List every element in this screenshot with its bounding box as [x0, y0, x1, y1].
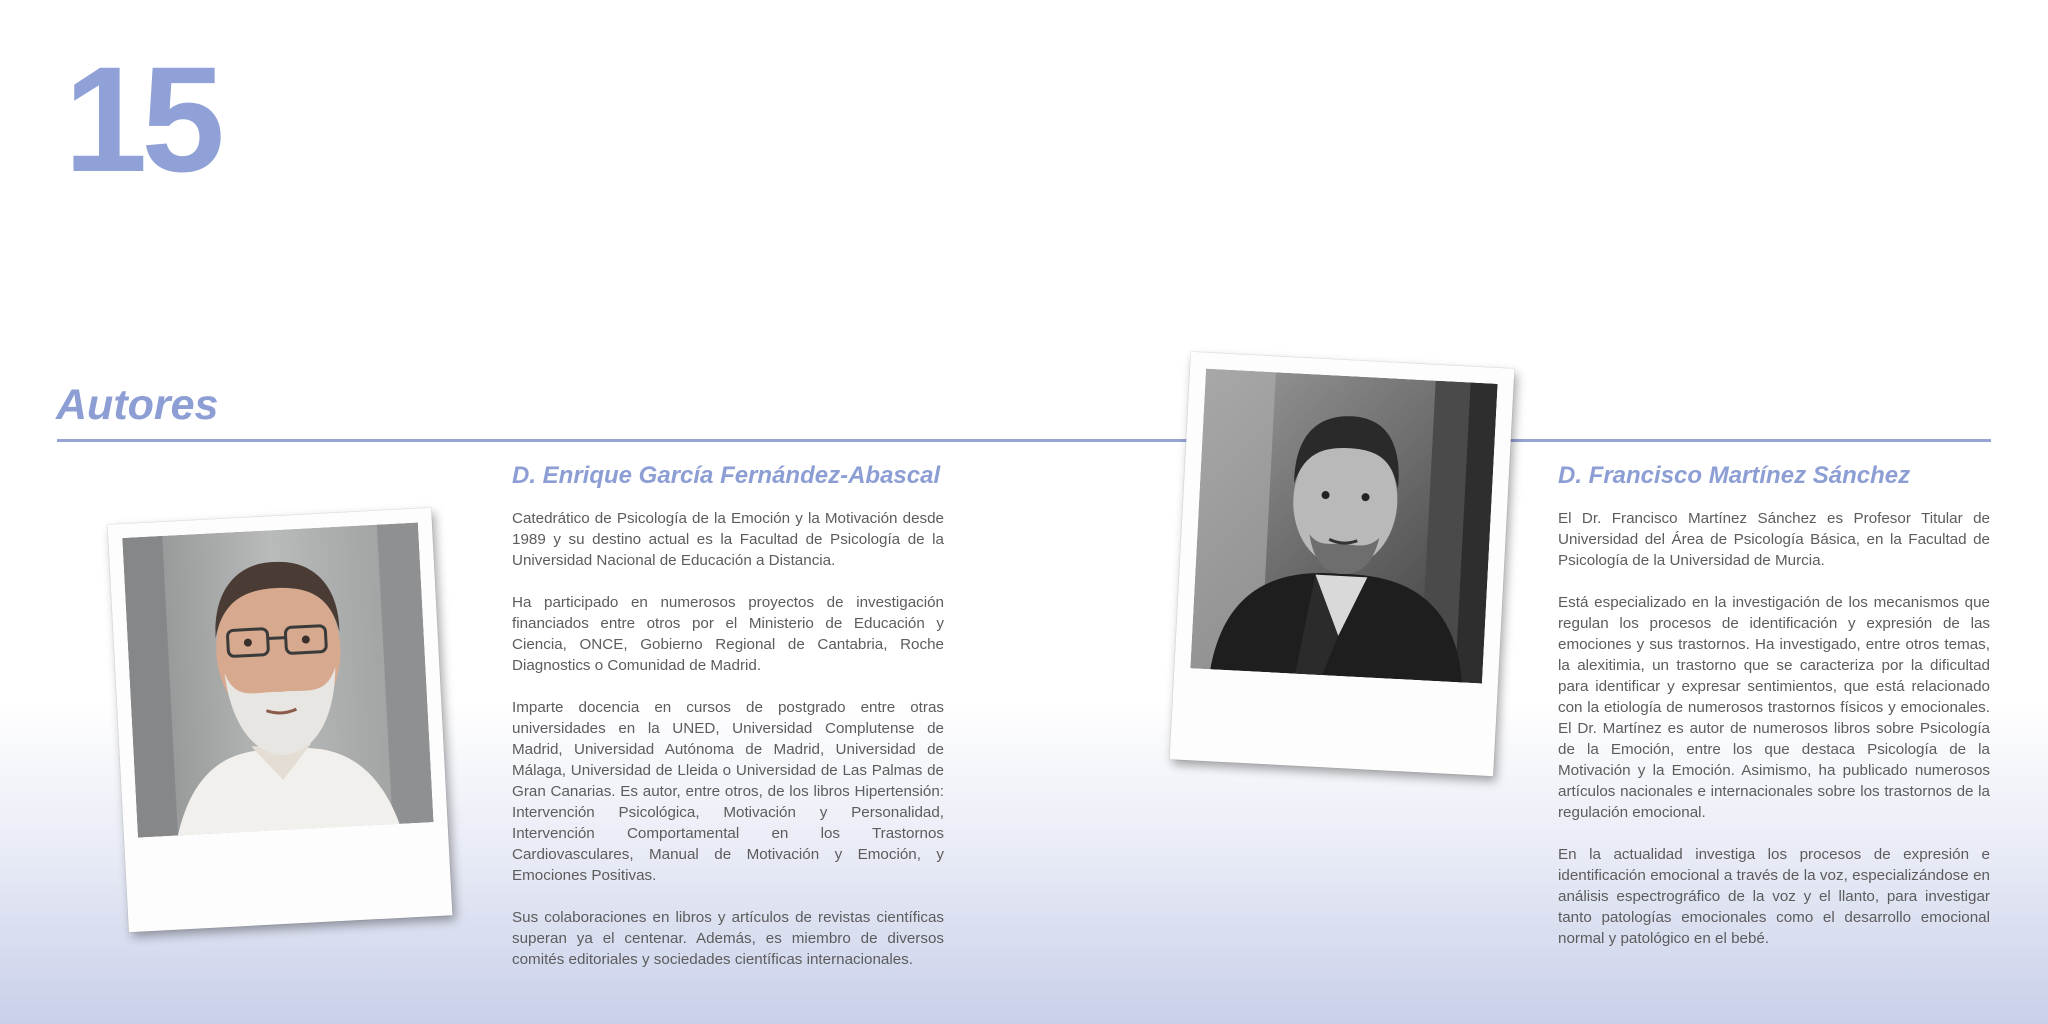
author-photo-frame-garcia — [108, 508, 453, 932]
author-bio-martinez — [1558, 508, 1990, 970]
section-divider — [57, 439, 1991, 442]
portrait-garcia-image — [122, 523, 433, 838]
page-number: 15 — [64, 35, 219, 203]
author-photo-garcia — [122, 523, 433, 838]
bio-paragraph: En la actualidad investiga los procesos de expresión e identificación emocional a través de la voz, especializándose en análisis espectrográfico de la voz y el llanto, para investigar tanto patologías emocionales como el desarrollo emocional normal y patológico en el bebé. — [1558, 846, 1990, 947]
bio-paragraph: Imparte docencia en cursos de postgrado entre otras universidades en la UNED, Universidad Complutense de Madrid, Universidad Autónoma de Madrid, Universidad de Málaga, Universidad de Lleida o Universidad de Las Palmas de Gran Canarias. Es autor, entre otros, de los libros Hipertensión: Intervención Psicológica, Motivación y Personalidad, Intervención Comportamental en los Trastornos Cardiovasculares, Manual de Motivación y Emoción, y Emociones Positivas. — [512, 699, 944, 884]
author-photo-frame-martinez — [1170, 352, 1515, 776]
bio-paragraph: El Dr. Francisco Martínez Sánchez es Profesor Titular de Universidad del Área de Psicología Básica, en la Facultad de Psicología de la Universidad de Murcia. — [1558, 510, 1990, 569]
bio-paragraph: Catedrático de Psicología de la Emoción y la Motivación desde 1989 y su destino actual es la Facultad de Psicología de la Universidad Nacional de Educación a Distancia. — [512, 510, 944, 569]
bio-paragraph: Ha participado en numerosos proyectos de investigación financiados entre otros por el Ministerio de Educación y Ciencia, ONCE, Gobierno Regional de Cantabria, Roche Diagnostics o Comunidad de Madrid. — [512, 594, 944, 674]
author-photo-martinez — [1190, 369, 1497, 684]
bio-paragraph: Sus colaboraciones en libros y artículos de revistas científicas superan ya el centenar. Además, es miembro de diversos comités editoriales y sociedades científicas internacionales. — [512, 909, 944, 968]
author-name-martinez: D. Francisco Martínez Sánchez — [1558, 462, 1911, 489]
author-name-garcia: D. Enrique García Fernández-Abascal — [512, 462, 941, 489]
author-bio-garcia — [512, 508, 944, 991]
portrait-martinez-image — [1190, 369, 1497, 684]
bio-paragraph: Está especializado en la investigación de los mecanismos que regulan los procesos de identificación y expresión de las emociones y sus trastornos. Ha investigado, entre otros temas, la alexitimia, un trastorno que se caracteriza por la dificultad para identificar y expresar sentimientos, que está relacionado con la etiología de numerosos trastornos físicos y emocionales. El Dr. Martínez es autor de numerosos libros sobre Psicología de la Emoción, entre los que destaca Psicología de la Motivación y la Emoción. Asimismo, ha publicado numerosos artículos nacionales e internacionales sobre los trastornos de la regulación emocional. — [1558, 594, 1990, 821]
section-title: Autores — [56, 381, 219, 429]
